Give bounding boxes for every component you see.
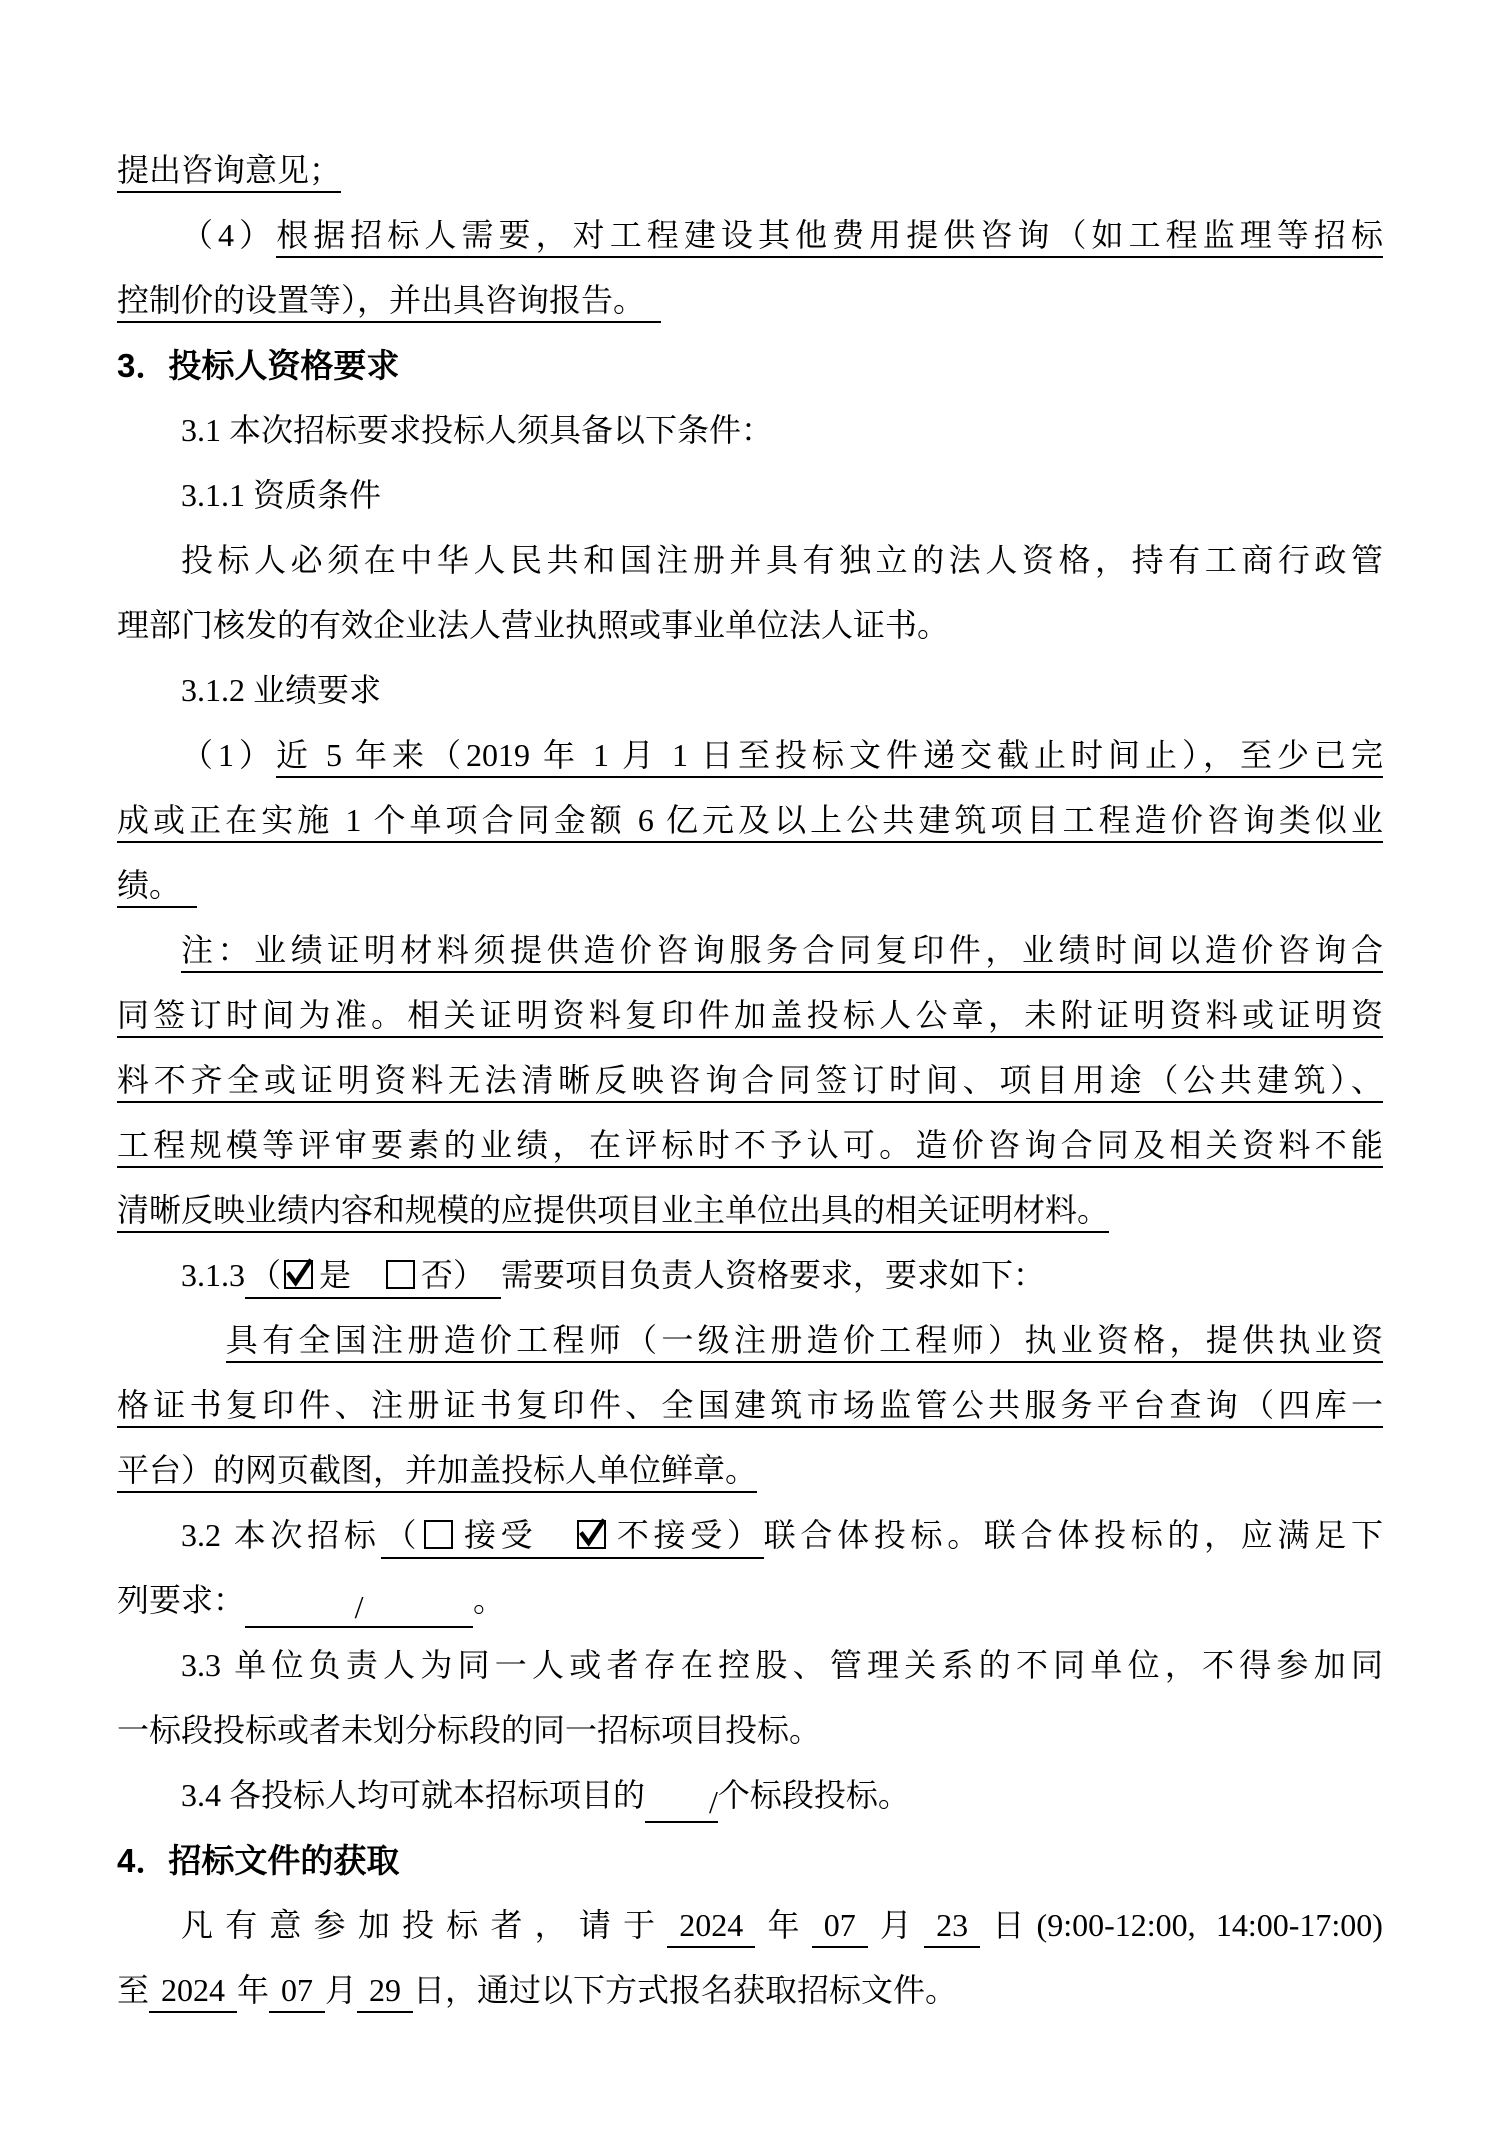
text-run: 投标人必须在中华人民共和国注册并具有独立的法人资格，持有工商行政管 [181,542,1383,578]
text-run: 一标段投标或者未划分标段的同一招标项目投标。 [117,1712,822,1748]
checked-checkbox-icon [284,1260,313,1289]
line-pm-requirement-3 [117,1438,1383,1503]
date-month-blank: 07 [812,1907,868,1948]
text-run: 接受 [459,1517,575,1553]
line-3-4 [117,1763,1383,1828]
line-3-1-2 [117,658,1383,723]
text-run: 具有全国注册造价工程师（一级注册造价工程师）执业资格，提供执业资 [226,1322,1383,1363]
text-run: （ [384,1517,422,1553]
text-run: 根据招标人需要，对工程建设其他费用提供咨询（如工程监理等招标 [276,217,1383,258]
text-run: 提出咨询意见； [117,152,341,193]
text-run: 不接受） [612,1517,764,1553]
text-run: 个标段投标。 [717,1777,910,1813]
text-run: 否） [421,1257,502,1293]
line-3-1 [117,398,1383,463]
line-consult-opinion-tail [117,138,1383,203]
line-note-5 [117,1178,1383,1243]
accept-checkbox-group [381,1517,764,1559]
text-run: （1） [181,737,276,773]
text-run: 平台）的网页截图，并加盖投标人单位鲜章。 [117,1452,757,1493]
text-run: 年 [755,1907,812,1943]
text-run: 成或正在实施 1 个单项合同金额 6 亿元及以上公共建筑项目工程造价咨询类似业 [117,802,1383,843]
section-title: 3．投标人资格要求 [117,347,400,384]
date-year-blank: 2024 [149,1972,237,2013]
line-note-1 [117,918,1383,983]
section-title: 4．招标文件的获取 [117,1842,400,1879]
text-run: 注：业绩证明材料须提供造价咨询服务合同复印件，业绩时间以造价咨询合 [181,932,1383,973]
section-3-heading [117,333,1383,398]
text-run: 3.1.3 [181,1257,245,1293]
text-run: 工程规模等评审要素的业绩，在评标时不予认可。造价咨询合同及相关资料不能 [117,1127,1383,1168]
text-run: 理部门核发的有效企业法人营业执照或事业单位法人证书。 [117,607,950,643]
line-obtain-2 [117,1958,1383,2023]
line-achievement-2 [117,788,1383,853]
line-pm-requirement-2 [117,1373,1383,1438]
date-month-blank: 07 [269,1972,325,2013]
text-run: 控制价的设置等），并出具咨询报告。 [117,282,661,323]
date-day-blank: 29 [357,1972,413,2013]
unchecked-checkbox-icon [386,1260,415,1289]
line-3-2 [117,1503,1383,1568]
line-qualification-2 [117,593,1383,658]
text-run: 日(9:00-12:00, 14:00-17:00) [980,1907,1383,1943]
date-day-blank: 23 [924,1907,980,1948]
line-3-2-cont [117,1568,1383,1633]
line-item4-cont [117,268,1383,333]
text-run: 是 [319,1257,384,1293]
text-run: 3.1 本次招标要求投标人须具备以下条件： [181,412,774,448]
line-achievement-1 [117,723,1383,788]
unchecked-checkbox-icon [424,1520,453,1549]
text-run: 年 [237,1972,270,2008]
text-run: 近 5 年来（2019 年 1 月 1 日至投标文件递交截止时间止），至少已完 [276,737,1383,778]
text-run: （4） [181,217,277,253]
line-3-3-cont [117,1698,1383,1763]
line-3-1-1 [117,463,1383,528]
text-run: 列要求： [117,1582,246,1618]
line-pm-requirement-1 [117,1308,1383,1373]
line-achievement-3 [117,853,1383,918]
text-run: 。 [473,1582,506,1618]
text-run: 3.1.1 资质条件 [181,477,382,513]
section-4-heading [117,1828,1383,1893]
line-note-3 [117,1048,1383,1113]
text-run: 联合体投标。联合体投标的，应满足下 [763,1517,1383,1553]
line-3-3 [117,1633,1383,1698]
text-run: （ [249,1257,282,1293]
date-year-blank: 2024 [667,1907,755,1948]
text-run: 同签订时间为准。相关证明资料复印件加盖投标人公章，未附证明资料或证明资 [117,997,1383,1038]
checked-checkbox-icon [577,1520,606,1549]
text-run: 格证书复印件、注册证书复印件、全国建筑市场监管公共服务平台查询（四库一 [117,1387,1383,1428]
text-run: 月 [867,1907,925,1943]
text-run: 至 [117,1972,150,2008]
line-note-4 [117,1113,1383,1178]
text-run: 3.4 各投标人均可就本招标项目的 [181,1777,646,1813]
text-run: 3.2 本次招标 [181,1517,381,1553]
text-run: 月 [325,1972,358,2008]
text-run: 3.1.2 业绩要求 [181,672,382,708]
text-run: 料不齐全或证明资料无法清晰反映咨询合同签订时间、项目用途（公共建筑）、 [117,1062,1383,1103]
blank-underline: / [245,1588,473,1628]
blank-underline: / [645,1783,718,1823]
line-qualification-1 [117,528,1383,593]
text-run: 凡有意参加投标者，请于 [181,1907,668,1943]
line-3-1-3 [117,1243,1383,1308]
text-run: 日，通过以下方式报名获取招标文件。 [413,1972,958,2008]
yes-no-checkbox-group [245,1257,501,1299]
line-obtain-1 [117,1893,1383,1958]
text-run: 需要项目负责人资格要求，要求如下： [501,1257,1046,1293]
text-run: 3.3 单位负责人为同一人或者存在控股、管理关系的不同单位，不得参加同 [181,1647,1383,1683]
line-item4 [117,203,1383,268]
line-note-2 [117,983,1383,1048]
text-run: 绩。 [117,867,197,908]
text-run: 清晰反映业绩内容和规模的应提供项目业主单位出具的相关证明材料。 [117,1192,1109,1233]
